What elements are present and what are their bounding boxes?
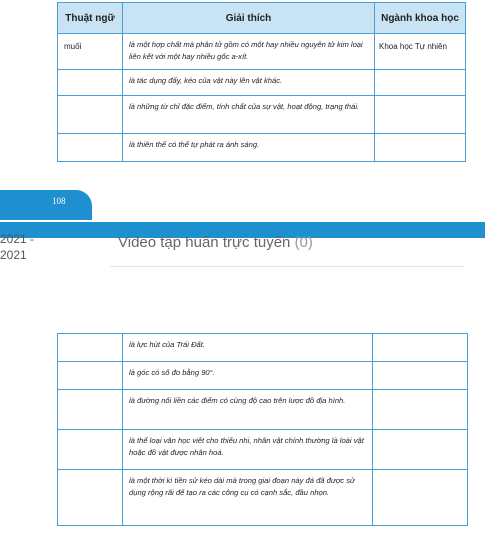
field-cell (373, 390, 468, 430)
term-cell (58, 390, 123, 430)
field-text (375, 96, 465, 112)
explanation-cell (123, 470, 373, 526)
field-text: Khoa học Tự nhiên (379, 42, 447, 51)
term-text (58, 470, 122, 486)
field-text (373, 430, 467, 446)
video-title-text: Video tập huấn trực tuyến (118, 234, 291, 251)
field-cell (375, 70, 466, 96)
divider (110, 266, 464, 267)
term-text (58, 334, 122, 350)
explanation-text: là lực hút của Trái Đất. (129, 340, 205, 349)
year-top: 2021 - (0, 232, 35, 246)
field-cell (373, 430, 468, 470)
explanation-text: là những từ chỉ đặc điểm, tính chất của sự vật, hoạt động, trạng thái. (129, 102, 360, 111)
year-bottom: 2021 (0, 248, 27, 262)
header-field: Ngành khoa học (375, 3, 466, 34)
explanation-cell (123, 430, 373, 470)
term-text (58, 96, 122, 112)
term-cell (58, 430, 123, 470)
video-training-link[interactable] (118, 234, 313, 251)
explanation-text: là đường nối liền các điểm có cùng độ cao trên lược đồ địa hình. (129, 396, 346, 405)
field-text (375, 134, 465, 150)
term-cell (58, 96, 123, 134)
field-cell (375, 34, 466, 70)
field-cell (373, 334, 468, 362)
term-text (58, 70, 122, 86)
term-cell (58, 134, 123, 162)
field-cell (375, 134, 466, 162)
explanation-text: là thiên thể có thể tự phát ra ánh sáng. (129, 140, 260, 149)
field-text (373, 470, 467, 486)
table-row (58, 334, 468, 362)
video-count: (0) (294, 234, 313, 251)
explanation-text: là một hợp chất mà phân tử gồm có một hay nhiều nguyên tử kim loại liên kết với một hay nhiều gốc a-xít. (129, 40, 363, 61)
term-cell (58, 334, 123, 362)
term-text (58, 430, 122, 446)
explanation-cell (123, 134, 375, 162)
terms-table-bottom (57, 333, 468, 526)
explanation-text: là tác dụng đẩy, kéo của vật này lên vật khác. (129, 76, 283, 85)
term-text (58, 390, 122, 406)
term-cell (58, 70, 123, 96)
term-text (58, 134, 122, 150)
table-row (58, 390, 468, 430)
field-text (373, 334, 467, 350)
explanation-cell (123, 362, 373, 390)
explanation-cell (123, 334, 373, 362)
table-row (58, 362, 468, 390)
term-text: muối (64, 42, 82, 51)
explanation-text: là một thời kì tiền sử kéo dài mà trong giai đoạn này đá đã được sử dụng rộng rãi để tạo ra các công cụ có cạnh sắc, đầu nhọn. (129, 476, 355, 497)
field-text (373, 362, 467, 378)
term-cell (58, 362, 123, 390)
field-cell (373, 470, 468, 526)
page-number-tab (0, 190, 92, 220)
table-row (58, 470, 468, 526)
field-cell (375, 96, 466, 134)
table-row (58, 134, 466, 162)
explanation-text: là thể loại văn học viết cho thiếu nhi, nhân vật chính thường là loài vật hoặc đồ vật được nhân hoá. (129, 436, 364, 457)
table-header-row (58, 3, 466, 34)
explanation-cell (123, 34, 375, 70)
explanation-cell (123, 70, 375, 96)
term-cell (58, 34, 123, 70)
field-text (373, 390, 467, 406)
table-row (58, 96, 466, 134)
field-cell (373, 362, 468, 390)
explanation-cell (123, 390, 373, 430)
terms-table-top (57, 2, 466, 162)
term-text (58, 362, 122, 378)
explanation-text: là góc có số đo bằng 90°. (129, 368, 215, 377)
page-number: 108 (52, 196, 66, 206)
table-row (58, 430, 468, 470)
header-term: Thuật ngữ (58, 3, 123, 34)
year-range[interactable] (0, 232, 40, 268)
explanation-cell (123, 96, 375, 134)
table-row (58, 70, 466, 96)
header-explanation: Giải thích (123, 3, 375, 34)
term-cell (58, 470, 123, 526)
table-row (58, 34, 466, 70)
field-text (375, 70, 465, 86)
